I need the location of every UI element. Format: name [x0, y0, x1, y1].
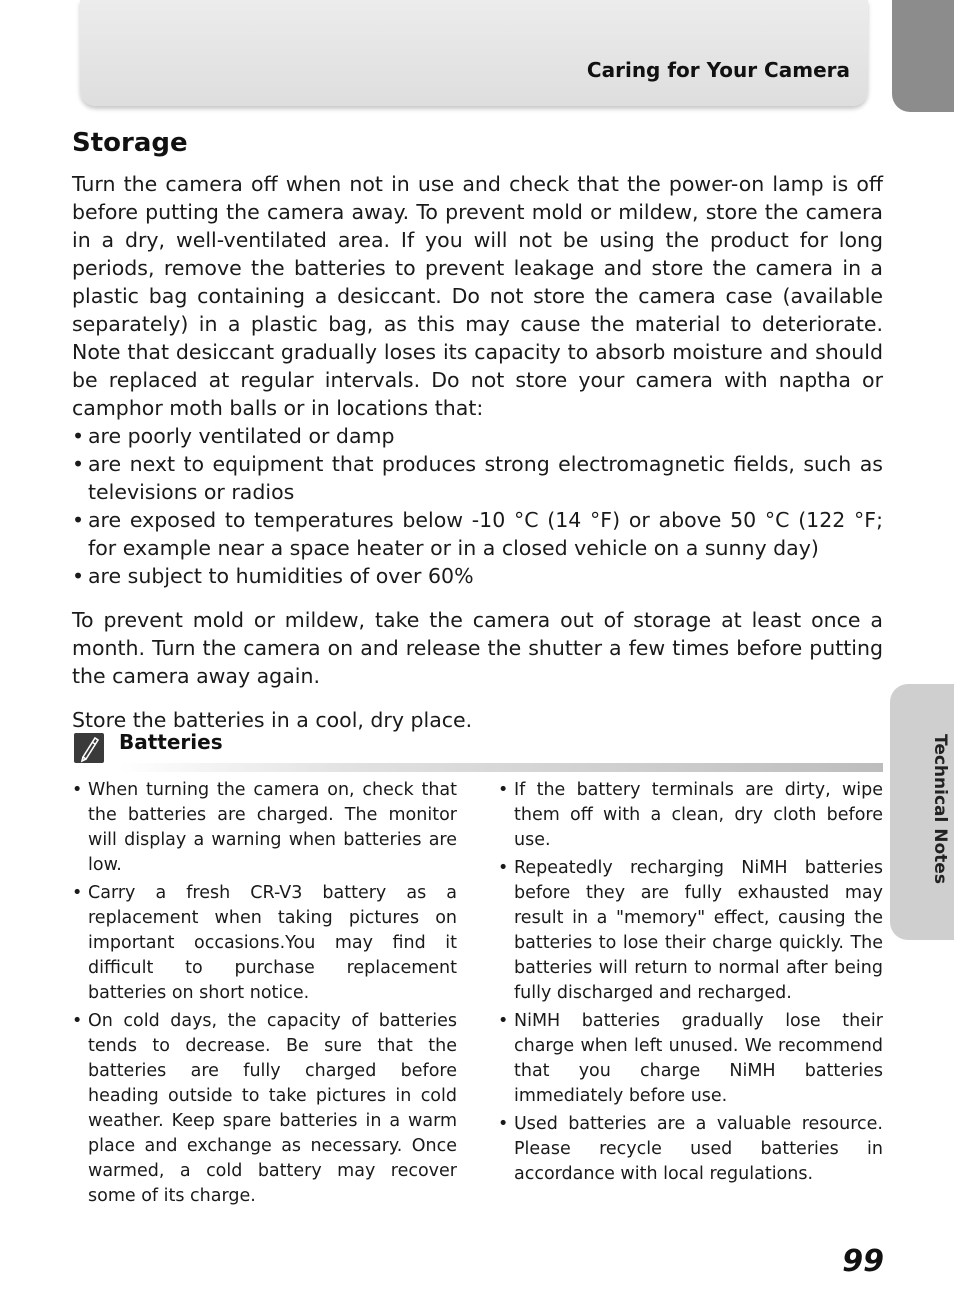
batteries-heading: Batteries	[119, 730, 223, 754]
list-item: • are poorly ventilated or damp	[72, 422, 883, 450]
list-item: • NiMH batteries gradually lose their charge when left unused. We recommend that you charge NiMH batteries immediately before use.	[498, 1009, 883, 1109]
storage-heading: Storage	[72, 128, 188, 158]
list-item: • When turning the camera on, check that the batteries are charged. The monitor will display a warning when batteries are low.	[72, 778, 457, 878]
side-tab-label: Technical Notes	[930, 734, 950, 884]
list-item: • If the battery terminals are dirty, wipe them off with a clean, dry cloth before use.	[498, 778, 883, 853]
list-item: • are next to equipment that produces strong electromagnetic fields, such as televisions or radios	[72, 450, 883, 506]
list-item: • On cold days, the capacity of batteries tends to decrease. Be sure that the batteries are fully charged before heading outside to take pictures in cold weather. Keep spare batteries in a warm place and exchange as necessary. Once warmed, a cold battery may recover some of its charge.	[72, 1009, 457, 1209]
storage-bullet-list	[72, 422, 883, 590]
note-divider	[119, 763, 883, 772]
list-item: • are subject to humidities of over 60%	[72, 562, 883, 590]
list-item: • Carry a fresh CR-V3 battery as a replacement when taking pictures on important occasions.You may find it difficult to purchase replacement batteries on short notice.	[72, 881, 457, 1006]
chapter-side-tab	[890, 684, 954, 940]
page-number: 99	[842, 1244, 884, 1279]
batteries-left-column	[72, 778, 457, 1212]
storage-paragraph-2: To prevent mold or mildew, take the camera out of storage at least once a month. Turn the camera on and release the shutter a few times before putting the camera away again.	[72, 608, 883, 688]
storage-intro: Turn the camera off when not in use and check that the power-on lamp is off before putting the camera away. To prevent mold or mildew, store the camera in a dry, well-ventilated area. If you will not be using the product for long periods, remove the batteries to prevent leakage and store the camera in a plastic bag containing a desiccant. Do not store the camera case (available separately) in a plastic bag, as this may cause the material to deteriorate. Note that desiccant gradually loses its capacity to absorb moisture and should be replaced at regular intervals. Do not store your camera with naptha or camphor moth balls or in locations that:	[72, 172, 883, 420]
section-header-title: Caring for Your Camera	[586, 58, 850, 82]
header-banner	[80, 0, 868, 106]
corner-thumb-tab	[892, 0, 954, 112]
storage-paragraph-3: Store the batteries in a cool, dry place.	[72, 708, 473, 732]
storage-body	[72, 170, 883, 734]
list-item: • Repeatedly recharging NiMH batteries before they are fully exhausted may result in a "memory" effect, causing the batteries to lose their charge quickly. The batteries will return to normal after being fully discharged and recharged.	[498, 856, 883, 1006]
list-item: • are exposed to temperatures below -10 °C (14 °F) or above 50 °C (122 °F; for example near a space heater or in a closed vehicle on a sunny day)	[72, 506, 883, 562]
batteries-right-column	[498, 778, 883, 1190]
note-pencil-icon	[74, 733, 104, 763]
list-item: • Used batteries are a valuable resource. Please recycle used batteries in accordance with local regulations.	[498, 1112, 883, 1187]
